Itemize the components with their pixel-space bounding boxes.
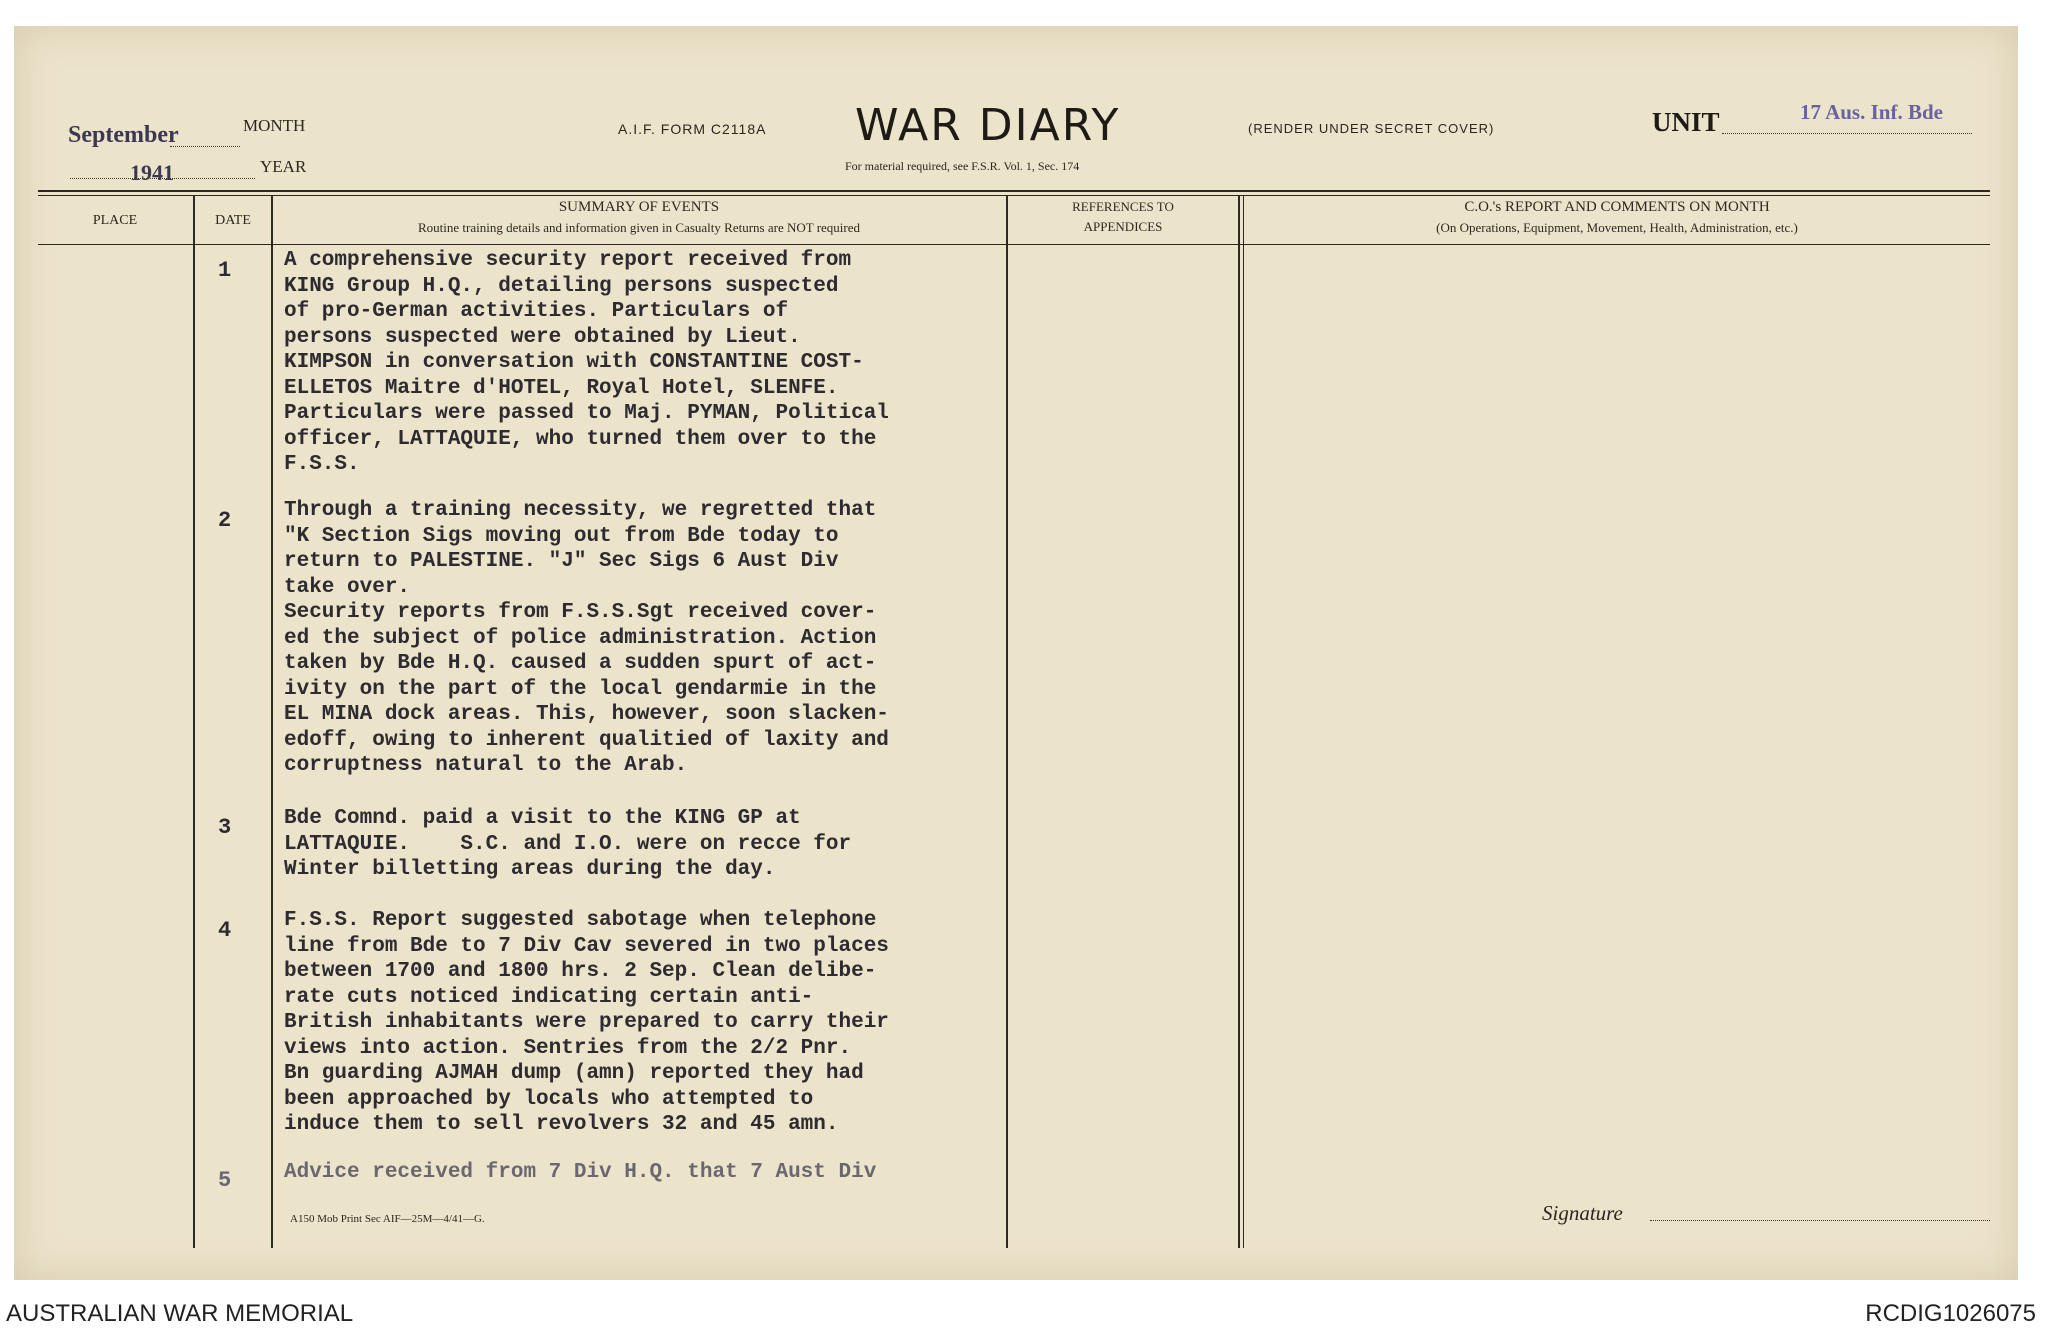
unit-value: 17 Aus. Inf. Bde [1800, 100, 1943, 124]
ref-co-divider-2 [1243, 196, 1244, 1248]
year-label: YEAR [260, 157, 307, 176]
month-label: MONTH [243, 116, 306, 135]
entry-date: 3 [218, 815, 232, 840]
date-summary-divider [271, 196, 273, 1248]
header-top-rule-2 [38, 195, 1990, 196]
unit-label: UNIT [1652, 107, 1720, 137]
column-summary-subtitle: Routine training details and information given in Casualty Returns are NOT required [417, 220, 861, 235]
entry-text: Advice received from 7 Div H.Q. that 7 Aust Div [284, 1161, 877, 1184]
column-place: PLACE [92, 213, 138, 228]
material-note: For material required, see F.S.R. Vol. 1, Sec. 174 [845, 159, 1080, 173]
entry-text: F.S.S. Report suggested sabotage when telephone line from Bde to 7 Div Cav severed in two places between 1700 and 1800 hrs. 2 Sep. Clean delibe- rate cuts noticed indicating certain anti- British inhabitants were prepared to carry their views into action. Sentries from the 2/2 Pnr. Bn guarding AJMAH dump (amn) reported they had been approached by locals who attempted to induce them to sell revolvers 32 and 45 amn. [284, 909, 889, 1136]
column-references-line1: REFERENCES TO [1072, 199, 1174, 214]
signature-label: Signature [1542, 1201, 1623, 1225]
signature-dotted-line [1650, 1220, 1990, 1221]
render-note: (RENDER UNDER SECRET COVER) [1248, 121, 1495, 136]
form-label: A.I.F. FORM C2118A [618, 121, 767, 137]
entry-date: 4 [218, 918, 232, 943]
entry-text: Through a training necessity, we regretted that "K Section Sigs moving out from Bde today to return to PALESTINE. "J" Sec Sigs 6 Aust Div take over. Security reports from F.S.S.Sgt received cover- ed the subject of police administration. Action taken by Bde H.Q. caused a sudden spurt of act- ivity on the part of the local gendarmie in the EL MINA dock areas. This, however, soon slacken- edoff, owing to inherent qualitied of laxity and corruptness natural to the Arab. [284, 499, 889, 777]
entry-text: A comprehensive security report received from KING Group H.Q., detailing persons suspected of pro-German activities. Particulars of persons suspected were obtained by Lieut. KIMPSON in conversation with CONSTANTINE COST- ELLETOS Maitre d'HOTEL, Royal Hotel, SLENFE. Particulars were passed to Maj. PYMAN, Political officer, LATTAQUIE, who turned them over to the F.S.S. [284, 249, 889, 476]
print-line: A150 Mob Print Sec AIF—25M—4/41—G. [290, 1213, 485, 1225]
place-date-divider [193, 196, 195, 1248]
year-value: 1941 [130, 160, 174, 185]
month-dotted-line [170, 146, 240, 147]
column-co-report-subtitle: (On Operations, Equipment, Movement, Health, Administration, etc.) [1436, 220, 1798, 235]
entry-date: 1 [218, 258, 232, 283]
header-top-rule [38, 190, 1990, 192]
entry-date: 2 [218, 508, 232, 533]
column-date: DATE [215, 213, 251, 228]
page-title: WAR DIARY [855, 100, 1121, 151]
month-value: September [68, 122, 179, 148]
entry-date: 5 [218, 1168, 232, 1193]
unit-dotted-line [1722, 133, 1972, 134]
ref-co-divider [1238, 196, 1240, 1248]
year-dotted-line [70, 178, 255, 179]
column-references-line2: APPENDICES [1083, 219, 1163, 234]
column-head-rule [38, 244, 1990, 245]
column-co-report-title: C.O.'s REPORT AND COMMENTS ON MONTH [1464, 199, 1770, 215]
entry-text: Bde Comnd. paid a visit to the KING GP at LATTAQUIE. S.C. and I.O. were on recce for Winter billetting areas during the day. [284, 807, 852, 881]
column-summary-title: SUMMARY OF EVENTS [558, 199, 720, 215]
archive-id: RCDIG1026075 [1865, 1300, 2036, 1327]
archive-credit: AUSTRALIAN WAR MEMORIAL [6, 1300, 354, 1327]
